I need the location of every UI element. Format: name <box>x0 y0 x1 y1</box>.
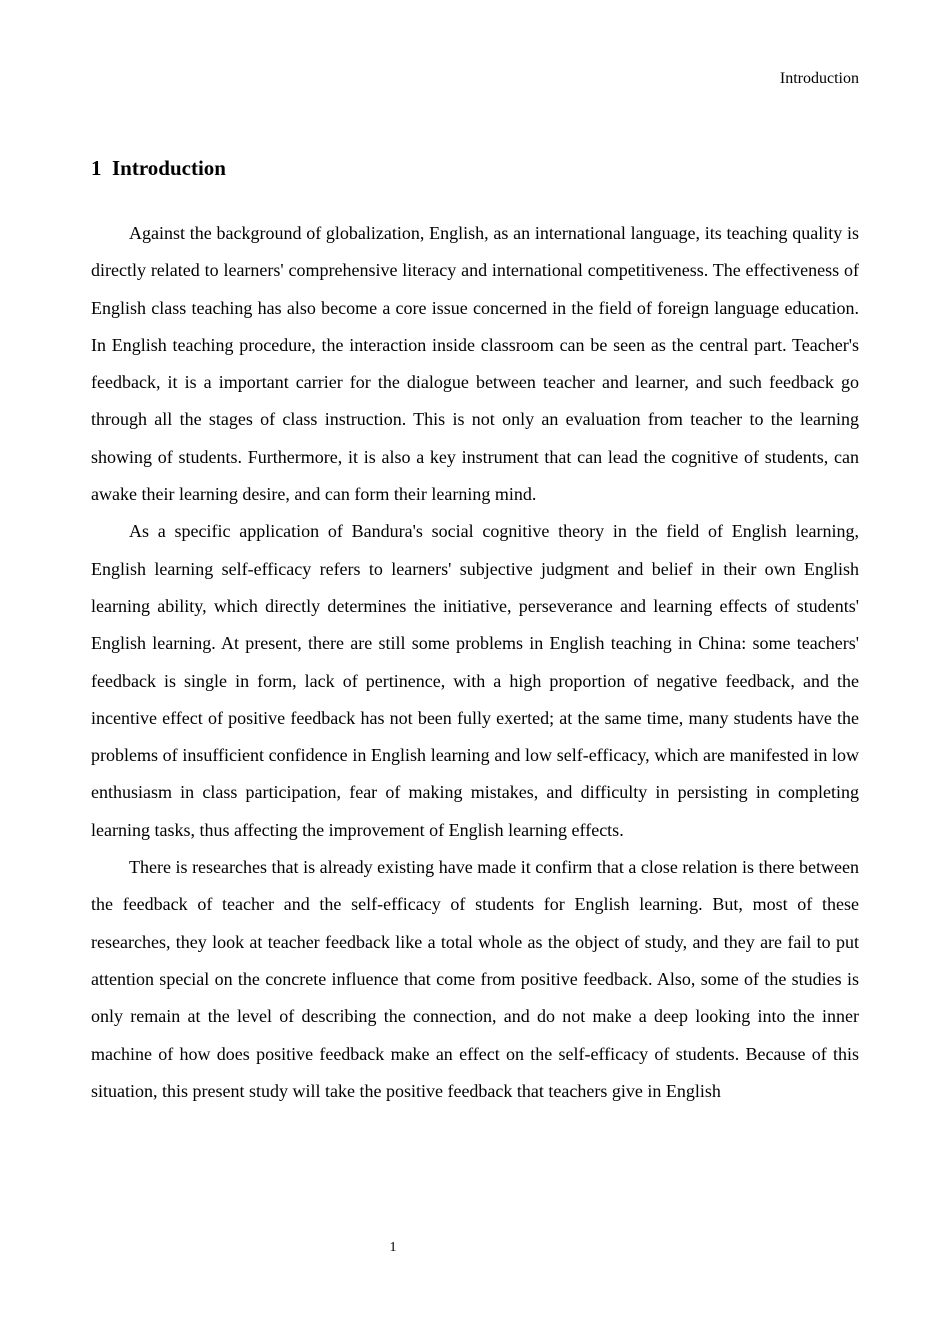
body-text <box>91 215 859 1110</box>
paragraph-self-efficacy: As a specific application of Bandura's social cognitive theory in the field of English learning, English learning self-efficacy refers to learners' subjective judgment and belief in their own English learning ability, which directly determines the initiative, perseverance and learning effects of students' English learning. At present, there are still some problems in English teaching in China: some teachers' feedback is single in form, lack of pertinence, with a high proportion of negative feedback, and the incentive effect of positive feedback has not been fully exerted; at the same time, many students have the problems of insufficient confidence in English learning and low self-efficacy, which are manifested in low enthusiasm in class participation, fear of making mistakes, and difficulty in persisting in completing learning tasks, thus affecting the improvement of English learning effects. <box>91 521 859 840</box>
page-number: 1 <box>389 1240 397 1255</box>
paragraph-globalization: Against the background of globalization, English, as an international language, its teaching quality is directly related to learners' comprehensive literacy and international competitiveness. The effectiveness of English class teaching has also become a core issue concerned in the field of foreign language education. In English teaching procedure, the interaction inside classroom can be seen as the central part. Teacher's feedback, it is a important carrier for the dialogue between teacher and learner, and such feedback go through all the stages of class instruction. This is not only an evaluation from teacher to the learning showing of students. Furthermore, it is also a key instrument that can lead the cognitive of students, can awake their learning desire, and can form their learning mind. <box>91 223 859 505</box>
paragraph-existing-research: There is researches that is already existing have made it confirm that a close relation is there between the feedback of teacher and the self-efficacy of students for English learning. But, most of these researches, they look at teacher feedback like a total whole as the object of study, and they are fail to put attention special on the concrete influence that come from positive feedback. Also, some of the studies is only remain at the level of describing the connection, and do not make a deep looking into the inner machine of how does positive feedback make an effect on the self-efficacy of students. Because of this situation, this present study will take the positive feedback that teachers give in English <box>91 857 859 1101</box>
running-header: Introduction <box>779 70 859 87</box>
section-heading: 1 Introduction <box>91 156 226 180</box>
